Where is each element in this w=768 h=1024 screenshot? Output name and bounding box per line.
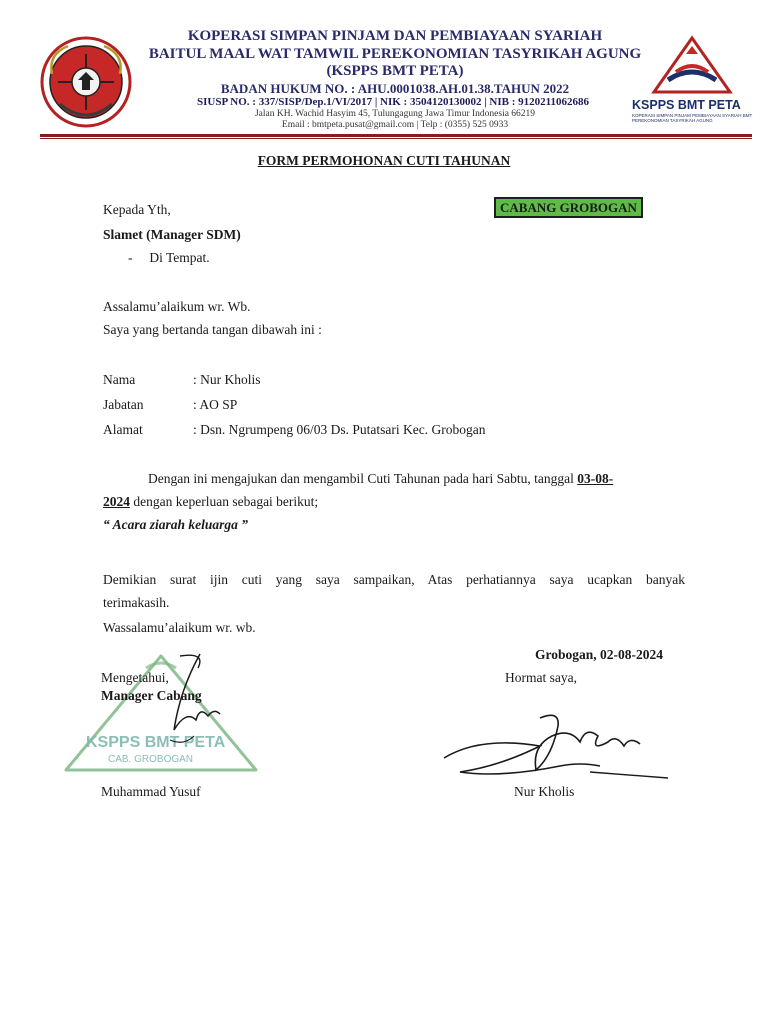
sender-closing: Hormat saya, <box>505 670 577 685</box>
field-value-name: : Nur Kholis <box>193 372 261 387</box>
brand-name: KSPPS BMT PETA <box>632 98 741 112</box>
farewell: Wassalamu’alaikum wr. wb. <box>103 620 256 635</box>
sender-name: Nur Kholis <box>514 784 575 799</box>
letterhead-legal-number: BADAN HUKUM NO. : AHU.0001038.AH.01.38.TAHUN 2022 <box>220 81 570 96</box>
field-label-address: Alamat <box>103 422 143 437</box>
recipient-place: - Di Tempat. <box>128 250 210 265</box>
recipient-name: Slamet (Manager SDM) <box>103 227 241 242</box>
place-date: Grobogan, 02-08-2024 <box>535 647 664 662</box>
greeting: Assalamu’alaikum wr. Wb. <box>103 299 251 314</box>
letterhead-line-3: (KSPPS BMT PETA) <box>326 63 464 79</box>
leave-date-part-1: 03-08- <box>577 471 614 486</box>
field-label-position: Jabatan <box>103 397 144 412</box>
request-text: Dengan ini mengajukan dan mengambil Cuti Tahunan pada hari Sabtu, tanggal <box>148 471 578 486</box>
sender-signature <box>440 706 680 786</box>
closing-line-1: Demikian surat ijin cuti yang saya sampaikan, Atas perhatiannya saya ucapkan banyak <box>103 572 685 587</box>
stamp-branch-text: CAB. GROBOGAN <box>108 754 194 765</box>
approver-signature <box>150 650 230 760</box>
stamp-brand-text: KSPPS BMT PETA <box>86 734 226 751</box>
approver-title: Manager Cabang <box>101 688 202 703</box>
intro-text: Saya yang bertanda tangan dibawah ini : <box>103 322 322 337</box>
letterhead-contact: Email : bmtpeta.pusat@gmail.com | Telp : (0355) 525 0933 <box>281 120 509 130</box>
approval-label: Mengetahui, <box>101 670 169 685</box>
cooperative-emblem-logo <box>38 34 134 130</box>
letterhead-line-1: KOPERASI SIMPAN PINJAM DAN PEMBIAYAAN SYARIAH <box>187 28 603 44</box>
letterhead-address: Jalan KH. Wachid Hasyim 45, Tulungagung Jawa Timur Indonesia 66219 <box>254 109 536 119</box>
leave-request-paragraph <box>103 467 685 513</box>
form-title: FORM PERMOHONAN CUTI TAHUNAN <box>257 153 511 168</box>
field-label-name: Nama <box>103 372 136 387</box>
closing-line-2: terimakasih. <box>103 595 170 610</box>
branch-badge: CABANG GROBOGAN <box>494 197 643 218</box>
request-purpose-intro: dengan keperluan sebagai berikut; <box>130 494 319 509</box>
leave-purpose: “ Acara ziarah keluarga ” <box>103 517 249 532</box>
closing-paragraph <box>103 568 685 614</box>
letterhead-divider <box>40 134 752 137</box>
letterhead-line-2: BAITUL MAAL WAT TAMWIL PEREKONOMIAN TASYRIKAH AGUNG <box>148 46 642 62</box>
leave-date-part-2: 2024 <box>103 494 130 509</box>
field-value-address: : Dsn. Ngrumpeng 06/03 Ds. Putatsari Kec. Grobogan <box>193 422 486 437</box>
field-value-position: : AO SP <box>193 397 238 412</box>
letterhead-divider-thin <box>40 138 752 139</box>
bmt-peta-logo <box>650 34 734 96</box>
brand-subtitle: KOPERASI SIMPAN PINJAM PEMBIAYAAN SYARIAH BMT PEREKONOMIAN TASYRIKAH AGUNG <box>632 113 753 123</box>
approver-name: Muhammad Yusuf <box>101 784 201 799</box>
recipient-label: Kepada Yth, <box>103 202 171 217</box>
letterhead-registration: SIUSP NO. : 337/SISP/Dep.1/VI/2017 | NIK : 3504120130002 | NIB : 9120211062686 <box>196 96 590 108</box>
